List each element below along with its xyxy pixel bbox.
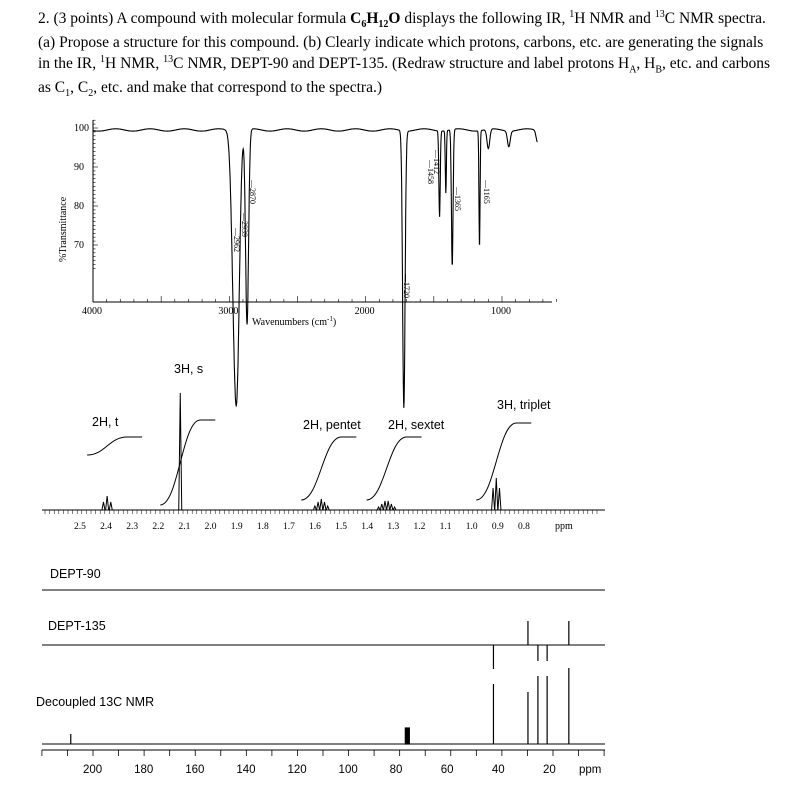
c-axis-label: 60	[440, 764, 454, 776]
h-peak	[102, 502, 105, 510]
ir-peak-label: —1412	[432, 150, 441, 174]
ir-peak-label: —2870	[248, 180, 257, 204]
h-peak	[109, 502, 112, 510]
ir-peak-label: —2939	[240, 213, 249, 237]
h-peak	[495, 478, 498, 510]
ir-x-tick-label: 3000	[218, 306, 239, 317]
c-axis-label: 40	[491, 764, 505, 776]
ir-peak-label: —2962	[232, 228, 241, 252]
signal-label-3h-triplet: 3H, triplet	[497, 398, 551, 412]
h-integral	[476, 423, 531, 500]
h-peak	[498, 488, 501, 510]
dept135-label: DEPT-135	[48, 619, 106, 633]
signal-label-3h-s: 3H, s	[174, 362, 204, 376]
h-peak	[323, 502, 326, 510]
ir-x-tick-label: 1000	[491, 306, 511, 317]
dept90-label: DEPT-90	[50, 567, 101, 581]
ir-y-tick-label: 90	[74, 162, 84, 173]
ir-x-tick-label: 2000	[354, 306, 375, 317]
h-axis-label: 1.3	[387, 522, 400, 532]
h-peak	[326, 506, 329, 510]
h-peak	[387, 501, 390, 510]
c-axis-label: 140	[236, 764, 256, 776]
c-nmr-spectra	[42, 590, 605, 776]
h-axis-label: 2.1	[178, 522, 191, 532]
h-peak	[179, 393, 182, 510]
c-axis-label: 200	[83, 764, 103, 776]
h-integral	[87, 437, 142, 455]
h-integral	[301, 437, 356, 500]
h-nmr-unit: ppm	[555, 521, 573, 532]
h-peak	[383, 501, 386, 510]
ir-peak-label: —1165	[482, 180, 491, 204]
h-integral	[367, 437, 422, 500]
c-axis-label: 100	[338, 764, 358, 776]
h-axis-label: 1.6	[309, 522, 321, 532]
ir-y-tick-label: 80	[74, 201, 84, 212]
h-peak	[320, 499, 323, 510]
h-axis-label: 0.8	[518, 522, 530, 532]
h-axis-label: 1.8	[256, 522, 269, 532]
h-axis-label: 2.5	[74, 522, 86, 532]
c-axis-label: 160	[185, 764, 205, 776]
h-peak	[390, 504, 393, 510]
h-axis-label: 1.1	[439, 522, 452, 532]
signal-label-2h-t: 2H, t	[92, 415, 119, 429]
ir-trace	[93, 129, 537, 408]
decoupled-label: Decoupled 13C NMR	[36, 695, 155, 709]
h-peak	[492, 488, 495, 510]
h-axis-label: 1.2	[413, 522, 426, 532]
ir-y-label: %Transmittance	[58, 196, 69, 262]
h-nmr-spectrum	[42, 393, 605, 532]
c-axis-label: 80	[389, 764, 403, 776]
signal-label-2h-pentet: 2H, pentet	[303, 418, 361, 432]
ir-y-tick-label: 100	[74, 123, 89, 134]
ir-y-tick-label: 70	[74, 240, 84, 251]
solvent-peak	[405, 728, 409, 744]
c-nmr-unit: ppm	[579, 764, 602, 776]
h-axis-label: 0.9	[491, 522, 504, 532]
h-peak	[317, 502, 320, 510]
h-axis-label: 1.4	[361, 522, 374, 532]
h-axis-label: 1.5	[335, 522, 348, 532]
ir-x-tick-label: 4000	[82, 306, 102, 317]
h-axis-label: 1.7	[282, 522, 295, 532]
ir-x-label: Wavenumbers $(cm^{-1})$	[252, 315, 337, 328]
c-axis-label: 180	[134, 764, 154, 776]
h-axis-label: 2.2	[152, 522, 165, 532]
h-axis-label: 2.4	[100, 522, 112, 532]
h-axis-label: 1.9	[230, 522, 243, 532]
h-integral	[160, 420, 215, 505]
h-peak	[106, 496, 109, 510]
h-axis-label: 1.0	[465, 522, 478, 532]
ir-peak-label: —1458	[426, 160, 435, 184]
c-axis-label: 120	[287, 764, 307, 776]
ir-peak-label: —1365	[453, 187, 462, 211]
ir-peak-label: —1720	[402, 274, 411, 298]
question-text: 2. (3 points) A compound with molecular formula $C_6H_{12}O$ displays the following IR, $^1$H NMR and $^{13}$C NMR spectra. (a) Propose a structure for this compound. (b) Clearly indicate which protons, carbons, etc. are generating the signals in the IR, $^1$H NMR, $^{13}$C NMR, DEPT-90 and DEPT-135. (Redraw structure and label protons $H_A$, $H_B$, etc. and carbons as $C_1$, $C_2$, etc. and make that correspond to the spectra.)	[38, 9, 771, 100]
h-axis-label: 2.0	[204, 522, 217, 532]
h-axis-label: 2.3	[126, 522, 139, 532]
signal-label-2h-sextet: 2H, sextet	[388, 418, 445, 432]
h-peak	[380, 504, 383, 510]
c-axis-label: 20	[543, 764, 556, 776]
h-peak	[313, 506, 316, 510]
